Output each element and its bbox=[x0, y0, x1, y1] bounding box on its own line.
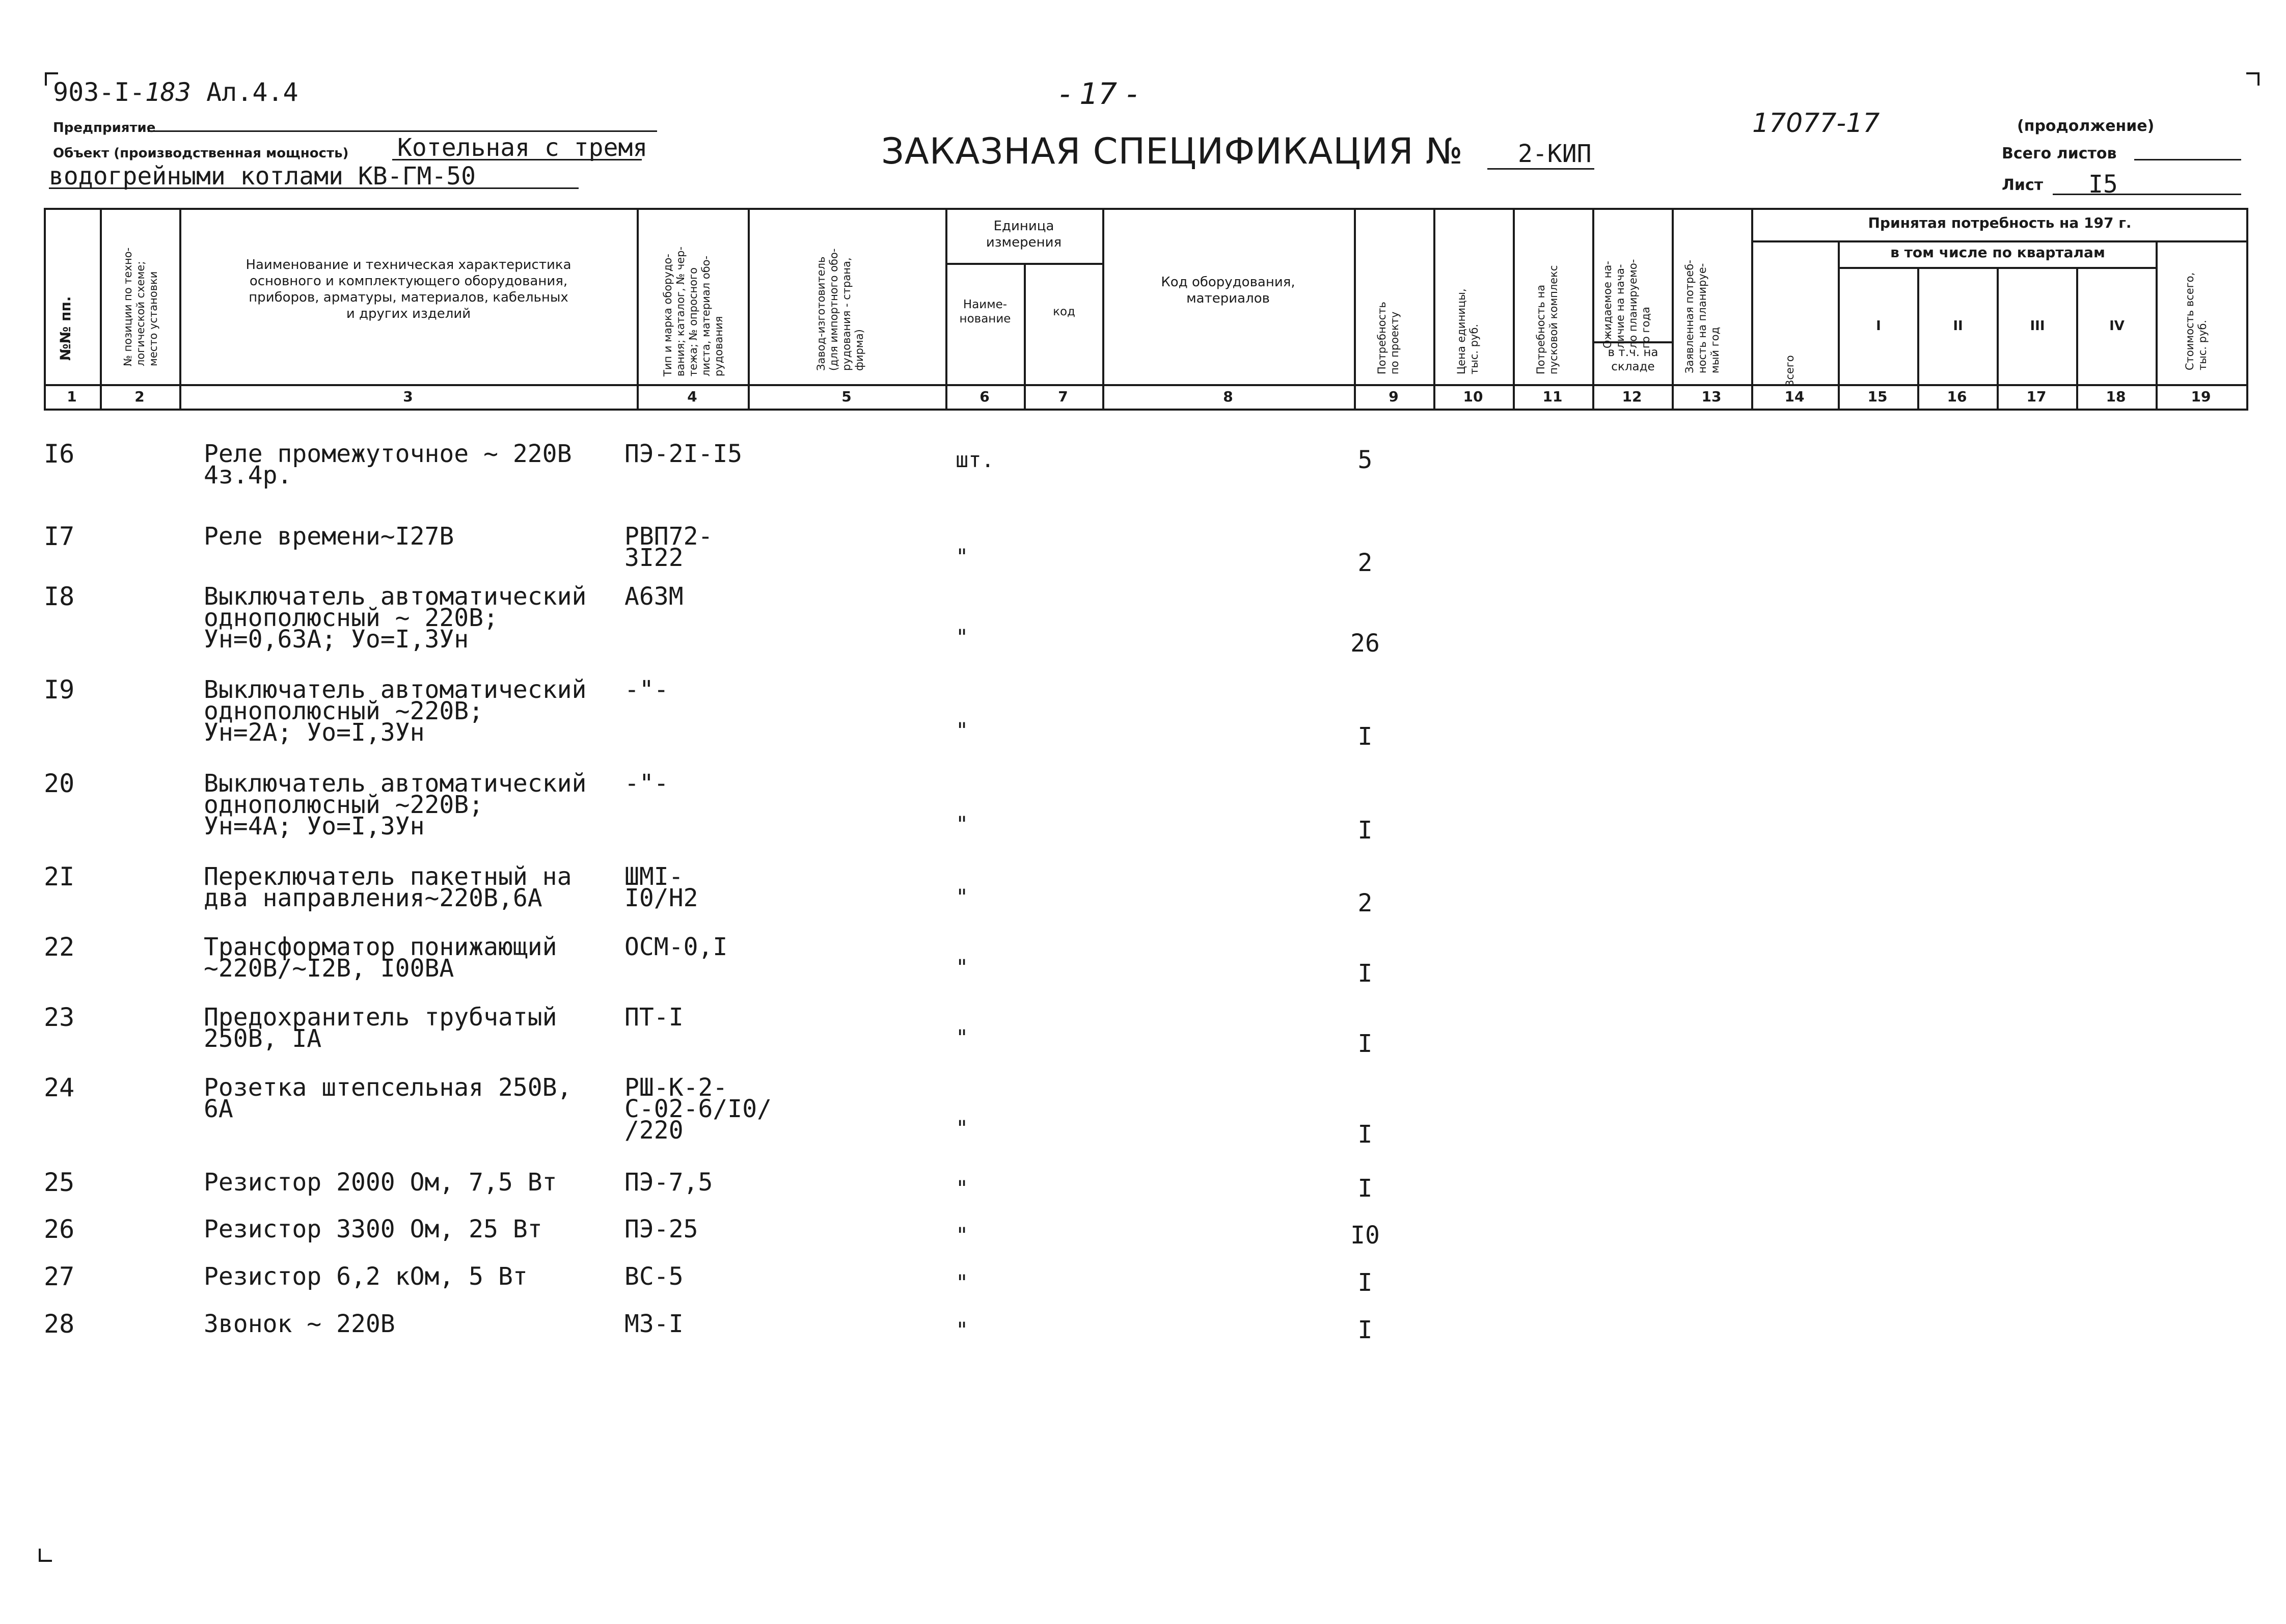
row-number: 22 bbox=[44, 932, 75, 962]
row-qty: I bbox=[1357, 959, 1373, 988]
col-header-3: Наименование и техническая характеристика основного и комплектующего оборудования, приборов, арматуры, материалов, кабельных и других изделий bbox=[246, 257, 572, 321]
col-header-10: Цена единицы, тыс. руб. bbox=[1455, 288, 1480, 374]
doc-code bbox=[53, 77, 298, 107]
object-underline-2 bbox=[49, 187, 579, 189]
column-number-19: 19 bbox=[2191, 388, 2211, 405]
column-number-6: 6 bbox=[979, 388, 990, 405]
unit-group-header: Единица измерения bbox=[986, 219, 1062, 250]
row-qty: I bbox=[1357, 722, 1373, 751]
col-header-4: Тип и марка оборудо- вания; каталог, № чер- тежа; № опросного листа, материал обо- рудования bbox=[662, 246, 725, 376]
quarter-4-header: IV bbox=[2109, 318, 2125, 334]
quarter-3-header: III bbox=[2030, 318, 2045, 334]
row-type: ОСМ-0,I bbox=[624, 933, 728, 961]
col-header-5: Завод-изготовитель (для импортного обо- рудования - страна, фирма) bbox=[815, 248, 865, 371]
row-name: Розетка штепсельная 250В, 6А bbox=[204, 1073, 572, 1123]
handwritten-stamp: 17077-17 bbox=[1752, 108, 1880, 139]
column-number-10: 10 bbox=[1463, 388, 1483, 405]
column-number-9: 9 bbox=[1389, 388, 1399, 405]
corner-mark-bottom-left bbox=[39, 1549, 52, 1562]
row-type: ВС-5 bbox=[624, 1262, 684, 1291]
page-title: ЗАКАЗНАЯ СПЕЦИФИКАЦИЯ № bbox=[881, 130, 1463, 172]
spec-number-underline bbox=[1487, 168, 1594, 170]
row-number: 28 bbox=[44, 1309, 75, 1339]
column-number-18: 18 bbox=[2106, 388, 2126, 405]
column-number-5: 5 bbox=[841, 388, 852, 405]
object-underline-1 bbox=[392, 159, 642, 160]
row-name: Реле промежуточное ~ 220В 4з.4р. bbox=[204, 440, 572, 490]
quarter-2-header: II bbox=[1953, 318, 1963, 334]
row-qty: I0 bbox=[1350, 1221, 1380, 1250]
row-type: -"- bbox=[624, 675, 669, 704]
row-number: I7 bbox=[44, 522, 75, 551]
row-unit: " bbox=[956, 1116, 969, 1141]
row-name: Выключатель автоматический однополюсный ~ 220В; Ун=0,63А; Уо=I,3Ун bbox=[204, 582, 587, 654]
column-number-2: 2 bbox=[134, 388, 145, 405]
column-number-12: 12 bbox=[1622, 388, 1642, 405]
row-name: Трансформатор понижающий ~220В/~I2В, I00ВА bbox=[204, 933, 557, 983]
col-header-9: Потребность по проекту bbox=[1376, 302, 1401, 374]
object-label: Объект (производственная мощность) bbox=[53, 146, 349, 161]
enterprise-label: Предприятие bbox=[53, 120, 156, 136]
col-header-12-bottom: в т.ч. на складе bbox=[1608, 346, 1658, 373]
corner-mark-top-right bbox=[2246, 72, 2260, 86]
row-type: МЗ-I bbox=[624, 1310, 684, 1338]
row-name: Предохранитель трубчатый 250В, IА bbox=[204, 1003, 557, 1053]
row-name: Резистор 6,2 кОм, 5 Вт bbox=[204, 1262, 528, 1291]
spec-table-header bbox=[44, 208, 2248, 424]
row-unit: " bbox=[956, 1176, 969, 1201]
column-number-13: 13 bbox=[1701, 388, 1722, 405]
column-number-14: 14 bbox=[1784, 388, 1805, 405]
row-name: Переключатель пакетный на два направления~220В,6А bbox=[204, 862, 572, 912]
column-number-16: 16 bbox=[1947, 388, 1967, 405]
col-header-19: Стоимость всего, тыс. руб. bbox=[2184, 272, 2209, 370]
accepted-group-header: Принятая потребность на 197 г. bbox=[1868, 214, 2132, 231]
row-qty: 5 bbox=[1357, 446, 1373, 474]
col-header-2: № позиции по техно- логической схеме; место установки bbox=[122, 247, 159, 366]
row-qty: 2 bbox=[1357, 889, 1373, 917]
row-qty: 26 bbox=[1350, 629, 1380, 658]
column-number-1: 1 bbox=[67, 388, 77, 405]
column-number-15: 15 bbox=[1867, 388, 1888, 405]
row-name: Выключатель автоматический однополюсный ~220В; Ун=2А; Уо=I,3Ун bbox=[204, 675, 587, 747]
sheet-line bbox=[2053, 194, 2241, 195]
row-unit: шт. bbox=[956, 447, 994, 472]
column-number-4: 4 bbox=[687, 388, 697, 405]
col-header-14: Всего bbox=[1784, 355, 1796, 387]
row-name: Резистор 2000 Ом, 7,5 Вт bbox=[204, 1168, 557, 1197]
page-marker: - 17 - bbox=[1059, 76, 1137, 111]
row-number: 26 bbox=[44, 1214, 75, 1244]
col-header-8: Код оборудования, материалов bbox=[1161, 275, 1295, 306]
doc-code-handwritten: 183 bbox=[145, 77, 191, 107]
column-number-8: 8 bbox=[1223, 388, 1233, 405]
row-qty: I bbox=[1357, 816, 1373, 845]
row-type: А63М bbox=[624, 582, 684, 611]
row-number: 20 bbox=[44, 769, 75, 798]
row-type: -"- bbox=[624, 769, 669, 798]
row-unit: " bbox=[956, 718, 969, 743]
row-number: 23 bbox=[44, 1003, 75, 1032]
row-number: I8 bbox=[44, 582, 75, 611]
row-number: I6 bbox=[44, 439, 75, 469]
total-sheets-label: Всего листов bbox=[2002, 145, 2117, 163]
column-number-11: 11 bbox=[1542, 388, 1563, 405]
sheet-label: Лист bbox=[2002, 176, 2044, 194]
total-sheets-line bbox=[2134, 159, 2241, 160]
row-number: 25 bbox=[44, 1168, 75, 1197]
row-name: Реле времени~I27В bbox=[204, 522, 454, 551]
object-value-line1: Котельная с тремя bbox=[397, 133, 648, 162]
column-number-3: 3 bbox=[403, 388, 413, 405]
row-name: Выключатель автоматический однополюсный ~220В; Ун=4А; Уо=I,3Ун bbox=[204, 769, 587, 841]
column-number-7: 7 bbox=[1058, 388, 1068, 405]
col-header-11: Потребность на пусковой комплекс bbox=[1535, 265, 1560, 374]
row-type: ШМI- I0/Н2 bbox=[624, 862, 698, 912]
row-qty: I bbox=[1357, 1120, 1373, 1149]
row-number: I9 bbox=[44, 675, 75, 705]
row-qty: I bbox=[1357, 1030, 1373, 1058]
row-name: Резистор 3300 Ом, 25 Вт bbox=[204, 1215, 542, 1243]
row-type: РВП72- 3I22 bbox=[624, 522, 713, 572]
col-header-1: №№ пп. bbox=[57, 296, 74, 361]
row-type: ПТ-I bbox=[624, 1003, 684, 1032]
object-value-line2: водогрейными котлами КВ-ГМ-50 bbox=[49, 162, 476, 191]
doc-code-album: Ал.4.4 bbox=[206, 77, 298, 107]
row-unit: " bbox=[956, 625, 969, 649]
col-header-13: Заявленная потреб- ность на планируе- мый год bbox=[1683, 260, 1721, 373]
row-unit: " bbox=[956, 955, 969, 980]
row-type: ПЭ-2I-I5 bbox=[624, 440, 743, 468]
sheet-value: I5 bbox=[2088, 170, 2118, 199]
doc-code-series: 903-I- bbox=[53, 77, 145, 107]
continuation-label: (продолжение) bbox=[2017, 117, 2155, 135]
row-unit: " bbox=[956, 884, 969, 909]
col-header-12-top: Ожидаемое на- личие на нача- ло планируемо- го года bbox=[1601, 259, 1652, 348]
row-unit: " bbox=[956, 1270, 969, 1295]
row-unit: " bbox=[956, 1025, 969, 1050]
row-qty: 2 bbox=[1357, 549, 1373, 577]
row-type: РШ-К-2- С-02-6/I0/ /220 bbox=[624, 1073, 772, 1145]
row-unit: " bbox=[956, 811, 969, 836]
col-header-7: код bbox=[1053, 305, 1075, 318]
row-type: ПЭ-25 bbox=[624, 1215, 698, 1243]
row-number: 24 bbox=[44, 1073, 75, 1102]
row-unit: " bbox=[956, 1317, 969, 1342]
row-unit: " bbox=[956, 544, 969, 569]
row-name: Звонок ~ 220В bbox=[204, 1310, 395, 1338]
column-number-17: 17 bbox=[2026, 388, 2047, 405]
row-qty: I bbox=[1357, 1316, 1373, 1344]
row-qty: I bbox=[1357, 1174, 1373, 1203]
quarters-group-header: в том числе по кварталам bbox=[1890, 244, 2105, 261]
spec-number: 2-КИП bbox=[1518, 140, 1592, 168]
quarter-1-header: I bbox=[1876, 318, 1881, 334]
col-header-6: Наиме- нование bbox=[959, 298, 1011, 326]
row-unit: " bbox=[956, 1223, 969, 1248]
enterprise-line bbox=[148, 130, 657, 132]
row-qty: I bbox=[1357, 1268, 1373, 1297]
row-type: ПЭ-7,5 bbox=[624, 1168, 713, 1197]
row-number: 27 bbox=[44, 1262, 75, 1291]
row-number: 2I bbox=[44, 862, 75, 891]
